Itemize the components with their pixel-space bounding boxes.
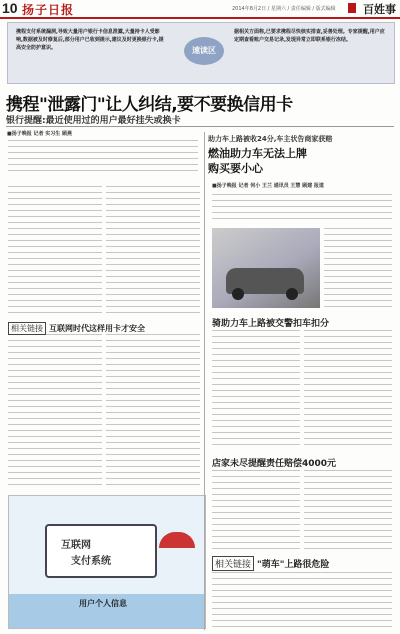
right-body-3 bbox=[212, 470, 300, 550]
illustration-caption: 用户个人信息 bbox=[79, 599, 127, 608]
issue-meta: 2014年8月2日 / 星期六 / 责任编辑 / 版式编辑 bbox=[232, 6, 336, 12]
article-intro bbox=[8, 140, 198, 176]
umbrella-icon bbox=[159, 532, 195, 548]
scooter-photo bbox=[212, 228, 320, 308]
page-number: 10 bbox=[2, 0, 18, 16]
right-body-2 bbox=[304, 330, 392, 450]
lead-summary-box bbox=[7, 22, 395, 84]
related-link-tag: 相关链接 bbox=[8, 322, 46, 335]
page-header bbox=[0, 0, 400, 19]
right-photo-side-text bbox=[324, 228, 392, 308]
sign-text-top: 互联网 bbox=[61, 540, 91, 551]
section-marker bbox=[348, 3, 356, 13]
right-subhead-3: 店家未尽提醒责任赔偿4000元 bbox=[212, 459, 337, 469]
right-subhead-2: 骑助力车上路被交警扣车扣分 bbox=[212, 319, 330, 329]
right-byline: ■扬子晚报 记者 何小 王兰 通讯员 王慧 顾建 报道 bbox=[212, 183, 324, 189]
tip-title: "萌车"上路很危险 bbox=[257, 560, 330, 570]
section-name: 百姓事 bbox=[363, 3, 396, 16]
right-headline-line-2: 购买要小心 bbox=[208, 162, 263, 175]
headline-divider bbox=[6, 126, 394, 127]
article-byline: ■扬子晚报 记者 实习生 顾燕 bbox=[7, 131, 72, 137]
speed-read-badge: 速读区 bbox=[184, 37, 224, 65]
article-column-1 bbox=[8, 186, 102, 314]
wheel-shape bbox=[286, 288, 298, 300]
column-divider bbox=[204, 132, 205, 630]
right-kicker: 助力车上路被收24分,车主状告商家获赔 bbox=[208, 135, 333, 143]
right-headline-line-1: 燃油助力车无法上牌 bbox=[208, 147, 307, 160]
right-body-4 bbox=[304, 470, 392, 550]
related-link-heading bbox=[8, 322, 145, 335]
tip-heading bbox=[212, 556, 329, 571]
lead-left-text: 携程支付系统漏洞,导致大量用户银行卡信息泄露,大量持卡人受影响,数据被及时修复后,部分用户已收到提示,建议及时更换银行卡,提高安全防护意识。 bbox=[16, 29, 164, 51]
right-body-1 bbox=[212, 330, 300, 450]
related-link-title: 互联网时代这样用卡才安全 bbox=[49, 324, 145, 333]
right-headline bbox=[208, 146, 394, 176]
sign-text-bottom: 支付系统 bbox=[71, 556, 111, 567]
sub-headline: 银行提醒:最近使用过的用户最好挂失或换卡 bbox=[6, 116, 181, 126]
article-column-4 bbox=[106, 334, 200, 490]
paper-name: 扬子日报 bbox=[22, 3, 75, 17]
lead-right-text: 据相关方面称,已要求携程尽快核实排查,妥善处理。专家提醒,用户应定期查看账户交易记录,发现异常立即联系银行冻结。 bbox=[234, 29, 385, 43]
payment-system-sign bbox=[45, 524, 157, 578]
wheel-shape bbox=[232, 288, 244, 300]
network-payment-illustration bbox=[8, 495, 206, 629]
right-intro-text bbox=[212, 194, 392, 224]
article-column-2 bbox=[106, 186, 200, 314]
tip-body bbox=[212, 572, 392, 628]
main-headline: 携程"泄露门"让人纠结,要不要换信用卡 bbox=[6, 95, 293, 115]
article-column-3 bbox=[8, 334, 102, 490]
tip-tag: 相关链接 bbox=[212, 556, 254, 571]
